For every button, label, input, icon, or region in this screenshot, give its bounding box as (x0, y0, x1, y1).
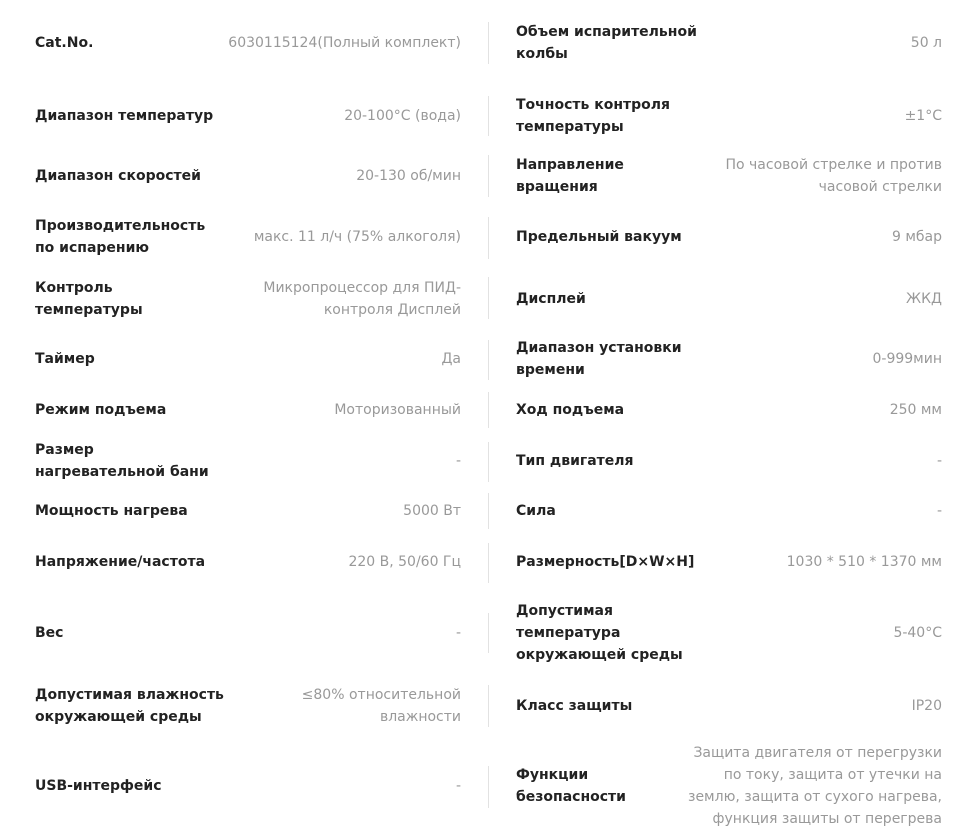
spec-value-right (680, 736, 942, 835)
spec-value-right (680, 432, 942, 489)
spec-value-right (680, 591, 942, 675)
spec-label-right-text: Тип двигателя (516, 452, 634, 469)
spec-row (0, 388, 958, 432)
column-divider (488, 277, 489, 319)
spec-value-right (680, 675, 942, 736)
column-divider (488, 392, 489, 428)
spec-label-right (516, 533, 698, 591)
spec-label-right-text: Класс защиты (516, 697, 633, 714)
column-divider (488, 340, 489, 380)
spec-value-left (228, 736, 461, 835)
column-divider (488, 493, 489, 529)
spec-value-left-text: 220 В, 50/60 Гц (348, 554, 461, 570)
spec-label-left-text: Диапазон скоростей (35, 168, 201, 184)
spec-label-left-text: Cat.No. (35, 35, 94, 51)
spec-label-left-text: Напряжение/частота (35, 554, 206, 570)
spec-label-right (516, 86, 698, 145)
spec-value-right (680, 86, 942, 145)
spec-label-left (35, 675, 225, 736)
spec-value-left (228, 0, 461, 86)
spec-value-left (228, 388, 461, 432)
spec-row (0, 145, 958, 207)
spec-value-right (680, 0, 942, 86)
spec-value-right-text: 0-999мин (872, 351, 942, 367)
spec-row (0, 591, 958, 675)
spec-value-right-text: По часовой стрелке и против часовой стрелки (725, 157, 942, 195)
spec-label-right (516, 736, 698, 835)
spec-label-right-text: Объем испарительной колбы (516, 24, 697, 62)
spec-label-right (516, 145, 698, 207)
spec-label-left (35, 736, 225, 835)
spec-row (0, 489, 958, 533)
spec-label-left-text: USB-интерфейс (35, 777, 162, 794)
spec-value-right-text: 50 л (910, 35, 942, 51)
spec-label-right-text: Дисплей (516, 290, 586, 307)
spec-value-right (680, 533, 942, 591)
spec-value-left-text: 20-130 об/мин (356, 168, 461, 184)
spec-value-left (228, 489, 461, 533)
spec-value-left-text: - (455, 777, 461, 794)
spec-label-left-text: Производительность по испарению (35, 218, 206, 256)
spec-label-left (35, 388, 225, 432)
spec-label-right-text: Направление вращения (516, 157, 624, 195)
column-divider (488, 22, 489, 64)
spec-row (0, 86, 958, 145)
spec-value-right-text: ЖКД (906, 290, 942, 307)
spec-value-right (680, 145, 942, 207)
spec-value-left (228, 267, 461, 330)
spec-label-left (35, 330, 225, 388)
spec-value-right (680, 330, 942, 388)
spec-label-left (35, 86, 225, 145)
spec-value-right (680, 207, 942, 267)
spec-value-left (228, 145, 461, 207)
spec-value-left-text: Микропроцессор для ПИД-контроля Дисплей (263, 279, 461, 318)
spec-value-left-text: 5000 Вт (403, 503, 461, 519)
spec-value-right-text: ±1°C (904, 107, 942, 124)
spec-value-right-text: 1030 * 510 * 1370 мм (786, 554, 942, 570)
spec-label-right-text: Точность контроля температуры (516, 96, 670, 135)
spec-value-left (228, 86, 461, 145)
column-divider (488, 766, 489, 808)
spec-label-right-text: Допустимая температура окружающей среды (516, 603, 683, 663)
spec-value-right-text: Защита двигателя от перегрузки по току, защита от утечки на землю, защита от сухого нагрева, функция защиты от перегрева (688, 744, 942, 827)
spec-label-right (516, 388, 698, 432)
spec-value-left-text: - (455, 452, 461, 469)
spec-label-left-text: Диапазон температур (35, 107, 214, 124)
spec-value-left-text: ≤80% относительной влажности (301, 686, 461, 725)
spec-value-right-text: - (936, 503, 942, 519)
spec-label-left (35, 432, 225, 489)
spec-value-left-text: Да (441, 351, 461, 367)
column-divider (488, 613, 489, 653)
spec-label-right (516, 0, 698, 86)
spec-value-right (680, 388, 942, 432)
spec-label-right (516, 207, 698, 267)
spec-value-left (228, 330, 461, 388)
column-divider (488, 155, 489, 197)
spec-label-left (35, 489, 225, 533)
spec-value-right-text: IP20 (911, 697, 942, 714)
spec-row (0, 533, 958, 591)
spec-row (0, 736, 958, 835)
column-divider (488, 543, 489, 583)
spec-row (0, 207, 958, 267)
spec-label-left (35, 267, 225, 330)
spec-value-left-text: 20-100°C (вода) (344, 107, 461, 124)
spec-label-right-text: Ход подъема (516, 402, 625, 418)
spec-label-right (516, 432, 698, 489)
spec-value-right-text: 250 мм (889, 402, 942, 418)
column-divider (488, 217, 489, 259)
spec-label-right (516, 330, 698, 388)
spec-value-left-text: 6030115124(Полный комплект) (228, 35, 461, 51)
spec-value-right (680, 489, 942, 533)
spec-value-left-text: макс. 11 л/ч (75% алкоголя) (253, 229, 461, 245)
spec-label-right-text: Размерность[D×W×H] (516, 554, 695, 570)
spec-label-right-text: Функции безопасности (516, 766, 626, 805)
spec-label-right (516, 489, 698, 533)
spec-value-right-text: 9 мбар (891, 229, 942, 245)
spec-label-right-text: Диапазон установки времени (516, 340, 682, 378)
spec-value-right (680, 267, 942, 330)
spec-label-left (35, 0, 225, 86)
spec-label-left (35, 533, 225, 591)
spec-label-left-text: Контроль температуры (35, 279, 143, 318)
column-divider (488, 685, 489, 727)
spec-value-left (228, 591, 461, 675)
spec-label-right-text: Предельный вакуум (516, 229, 682, 245)
spec-value-right-text: 5-40°C (893, 625, 942, 641)
spec-label-right (516, 591, 698, 675)
spec-value-left-text: Моторизованный (334, 402, 461, 418)
spec-label-left-text: Размер нагревательной бани (35, 441, 209, 480)
spec-label-left-text: Допустимая влажность окружающей среды (35, 686, 224, 725)
spec-row (0, 675, 958, 736)
spec-value-left (228, 533, 461, 591)
spec-value-left (228, 207, 461, 267)
spec-row (0, 267, 958, 330)
column-divider (488, 442, 489, 482)
spec-label-left-text: Режим подъема (35, 402, 167, 418)
spec-value-left-text: - (455, 625, 461, 641)
spec-label-left-text: Мощность нагрева (35, 503, 188, 519)
spec-value-right-text: - (936, 452, 942, 469)
spec-label-left (35, 145, 225, 207)
spec-label-right-text: Сила (516, 503, 556, 519)
column-divider (488, 96, 489, 136)
spec-label-left (35, 591, 225, 675)
spec-label-left-text: Вес (35, 625, 64, 641)
spec-value-left (228, 675, 461, 736)
spec-row (0, 330, 958, 388)
spec-row (0, 432, 958, 489)
spec-value-left (228, 432, 461, 489)
spec-label-right (516, 267, 698, 330)
spec-label-left (35, 207, 225, 267)
spec-label-left-text: Таймер (35, 351, 95, 367)
spec-label-right (516, 675, 698, 736)
spec-row (0, 0, 958, 86)
